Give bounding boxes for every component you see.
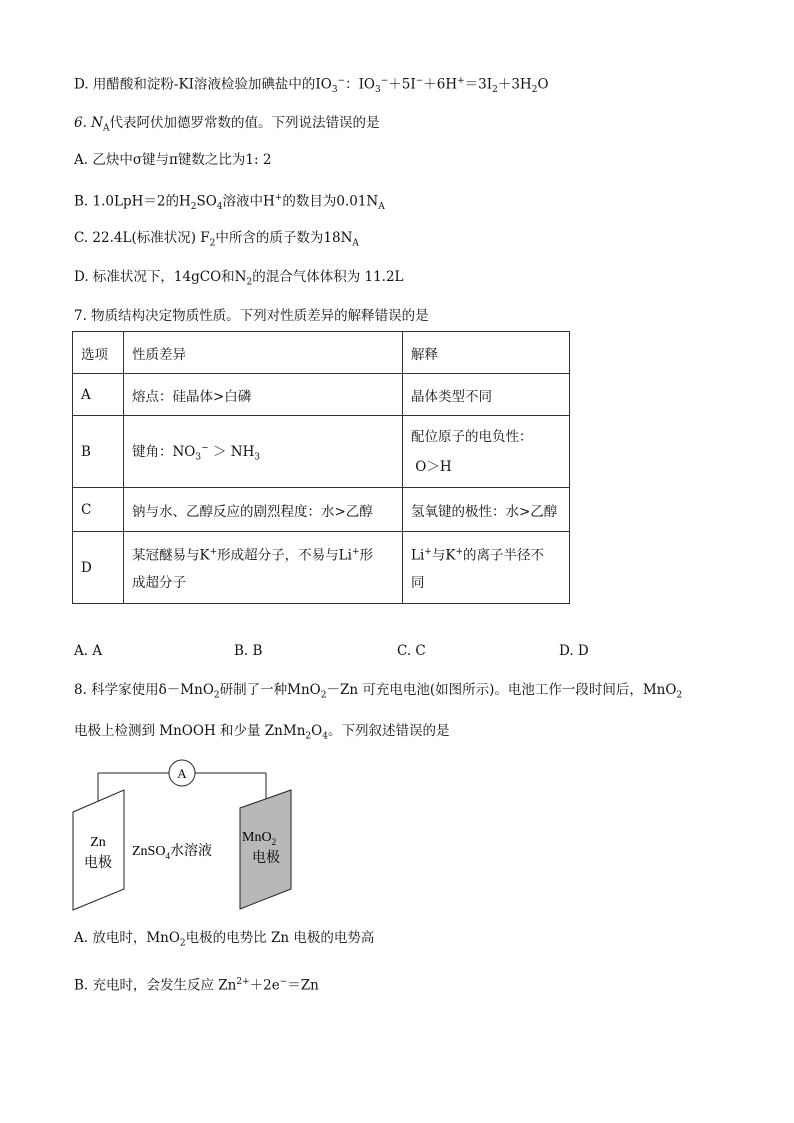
q7-stem: 7. 物质结构决定物质性质。下列对性质差异的解释错误的是 [74, 308, 429, 324]
q6-option-a: A. 乙炔中σ键与π键数之比为1: 2 [74, 152, 272, 168]
table-row: A 熔点：硅晶体>白磷 晶体类型不同 [73, 374, 570, 416]
zn-electrode [73, 790, 124, 910]
mno2-electrode [240, 790, 291, 909]
q8-stem-line1: 8. 科学家使用δ－MnO$_2$研制了一种MnO$_2$－Zn 可充电电池(如图所示)。电池工作一段时间后，MnO$_2$ [74, 682, 683, 701]
choice-a[interactable]: A. A [74, 643, 103, 659]
ammeter-label: A [177, 766, 187, 781]
choice-c[interactable]: C. C [397, 643, 426, 659]
header-option: 选项 [73, 332, 124, 374]
q5-option-d: D. 用醋酸和淀粉-KI溶液检验加碘盐中的$IO_3^-$：$IO_3^-+5I^-+6H^+=3I_2+3H_2O$ [74, 76, 549, 96]
table-row: B 键角：$NO_3^- > NH_3$ 配位原子的电负性： O＞H [73, 416, 570, 488]
q6-option-c: C. 22.4L(标准状况) $F_2$中所含的质子数为$18N_A$ [74, 230, 359, 249]
q6-stem: 6. $N_A$代表阿伏加德罗常数的值。下列说法错误的是 [74, 115, 380, 134]
header-explanation: 解释 [403, 332, 570, 374]
choice-d[interactable]: D. D [559, 643, 589, 659]
mno2-label: MnO$_2$ [242, 830, 277, 847]
q6-option-d: D. 标准状况下，14gCO和$N_2$的混合气体体积为 11.2L [74, 269, 404, 288]
battery-diagram [68, 757, 304, 915]
svg-text:电极: 电极 [252, 851, 280, 866]
solution-label: ZnSO$_4$水溶液 [132, 844, 212, 861]
header-property: 性质差异 [124, 332, 403, 374]
table-header-row [73, 332, 570, 374]
q6-option-b: B. 1.0LpH＝2的$H_2SO_4$溶液中H+的数目为$0.01N_A$ [74, 193, 385, 213]
svg-text:电极: 电极 [84, 856, 112, 871]
q8-option-a: A. 放电时，MnO$_2$电极的电势比 Zn 电极的电势高 [74, 930, 375, 949]
table-row: C 钠与水、乙醇反应的剧烈程度：水>乙醇 氢氧键的极性：水>乙醇 [73, 488, 570, 532]
choice-b[interactable]: B. B [234, 643, 263, 659]
q7-table [72, 331, 570, 604]
svg-text:Zn: Zn [90, 835, 106, 850]
q8-option-b: B. 充电时，会发生反应 $Zn^{2+}+2e^-=Zn$ [74, 977, 319, 994]
q8-stem-line2: 电极上检测到 MnOOH 和少量 $ZnMn_2O_4$。下列叙述错误的是 [74, 723, 450, 742]
table-row: D 某冠醚易与K+形成超分子，不易与Li+形 成超分子 Li+与K+的离子半径不 同 [73, 532, 570, 604]
